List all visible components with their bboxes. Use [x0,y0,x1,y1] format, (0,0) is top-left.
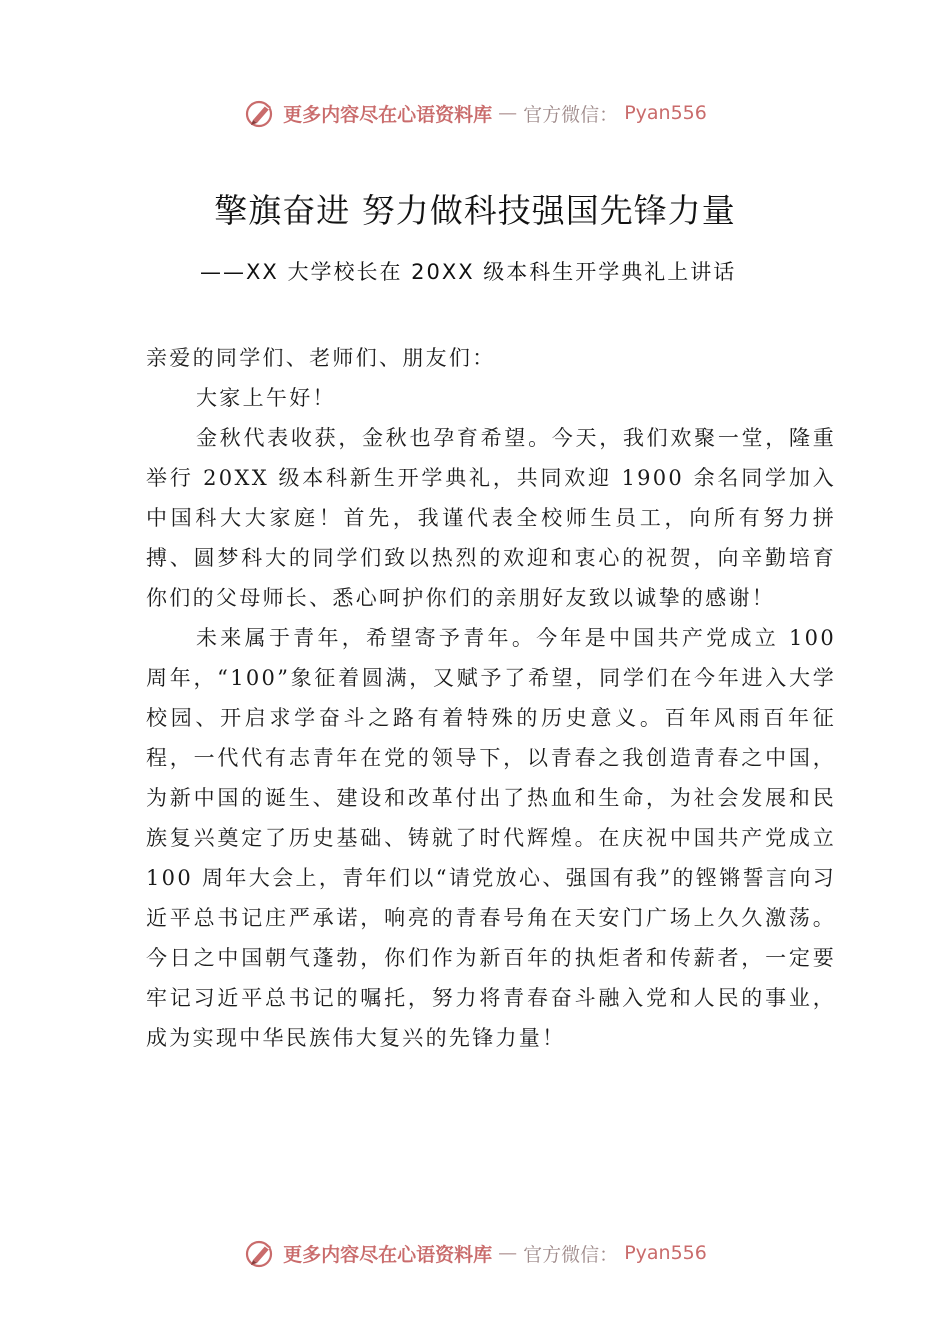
document-body [146,338,836,1058]
banner-wechat-label: 官方微信： [523,1243,619,1266]
paragraph-greeting: 大家上午好！ [196,386,336,410]
pen-logo-icon [243,1236,277,1270]
banner-main-text: 更多内容尽在心语资料库 [283,1243,493,1266]
document-title: 擎旗奋进 努力做科技强国先锋力量 [214,191,736,230]
header-banner [0,93,950,133]
salutation: 亲爱的同学们、老师们、朋友们： [146,346,496,370]
paragraph-youth: 未来属于青年，希望寄予青年。今年是中国共产党成立 100 周年，“100”象征着圆满，又赋予了希望，同学们在今年进入大学校园、开启求学奋斗之路有着特殊的历史意义。百年风雨百年征程，一代代有志青年在党的领导下，以青春之我创造青春之中国，为新中国的诞生、建设和改革付出了热血和生命，为社会发展和民族复兴奠定了历史基础、铸就了时代辉煌。在庆祝中国共产党成立 100 周年大会上，青年们以“请党放心、强国有我”的铿锵誓言向习近平总书记庄严承诺，响亮的青春号角在天安门广场上久久激荡。今日之中国朝气蓬勃，你们作为新百年的执炬者和传薪者，一定要牢记习近平总书记的嘱托，努力将青春奋斗融入党和人民的事业，成为实现中华民族伟大复兴的先锋力量！ [146,626,836,1050]
banner-main-text: 更多内容尽在心语资料库 [283,103,493,126]
paragraph-welcome: 金秋代表收获，金秋也孕育希望。今天，我们欢聚一堂，隆重举行 20XX 级本科新生开学典礼，共同欢迎 1900 余名同学加入中国科大大家庭！首先，我谨代表全校师生员工，向所有努力拼搏、圆梦科大的同学们致以热烈的欢迎和衷心的祝贺，向辛勤培育你们的父母师长、悉心呵护你们的亲朋好友致以诚挚的感谢！ [146,426,836,610]
banner-wechat-label: 官方微信： [523,103,619,126]
banner-wechat-id: Pyan556 [624,102,707,124]
banner-separator: — [498,1242,518,1264]
footer-banner [0,1233,950,1273]
pen-logo-icon [243,96,277,130]
banner-wechat-id: Pyan556 [624,1242,707,1264]
banner-separator: — [498,102,518,124]
document-subtitle: ——XX 大学校长在 20XX 级本科生开学典礼上讲话 [200,260,737,284]
